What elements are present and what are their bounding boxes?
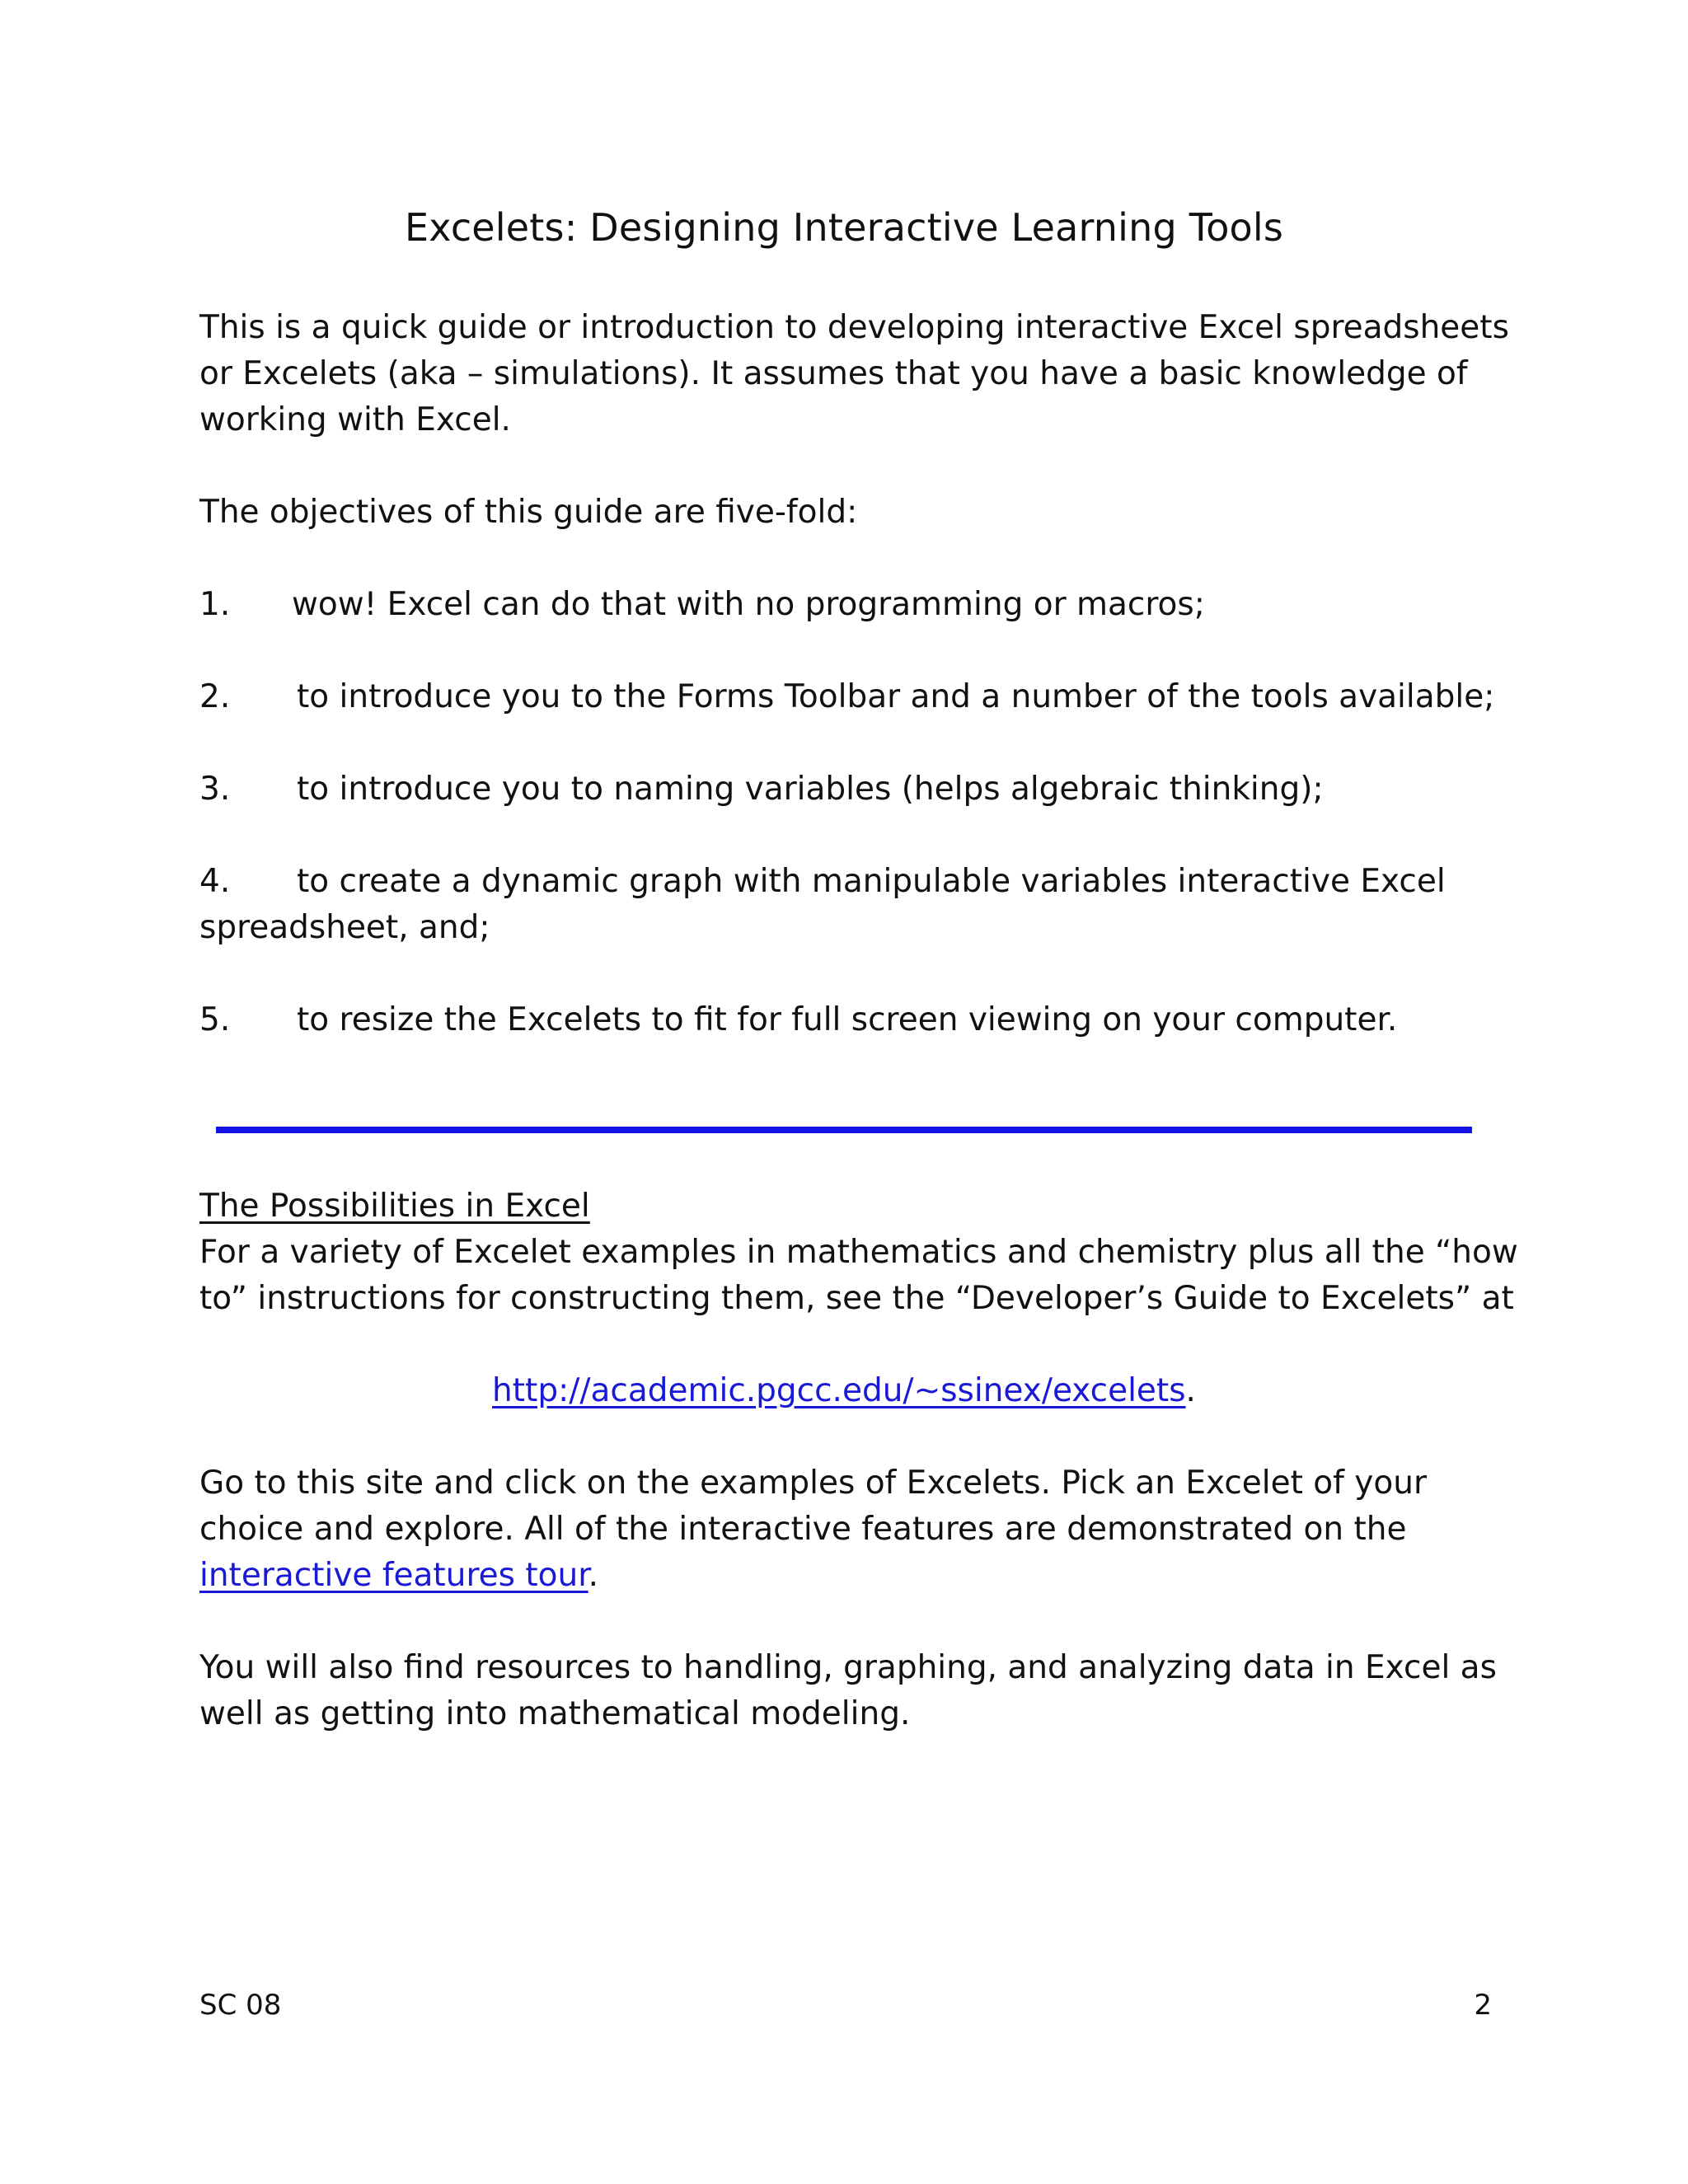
objective-text: to introduce you to naming variables (helps algebraic thinking); [297,771,1324,808]
tour-line [199,1553,1485,1599]
objectives-heading: The objectives of this guide are five-fold: [199,494,858,531]
document-title: Excelets: Designing Interactive Learning Tools [404,205,1284,250]
objective-item-2 [199,674,1495,720]
intro-line-3: working with Excel. [199,401,511,438]
objective-text: to introduce you to the Forms Toolbar and a number of the tools available; [297,678,1495,715]
objective-number: 3. [199,771,231,808]
page-number: 2 [1474,1989,1492,2022]
objective-item-1 [199,582,1485,628]
objective-item-5 [199,997,1485,1043]
possibilities-heading-text: The Possibilities in Excel [199,1188,590,1225]
intro-line-2: or Excelets (aka – simulations). It assumes that you have a basic knowledge of [199,355,1468,392]
possibilities-line-1: For a variety of Excelet examples in mathematics and chemistry plus all the “how [199,1234,1518,1271]
possibilities-heading [199,1183,1485,1230]
objective-item-4 [199,859,1485,905]
interactive-features-tour-link[interactable]: interactive features tour [199,1557,588,1594]
objective-text: to resize the Excelets to fit for full screen viewing on your computer. [297,1001,1398,1038]
footer-label: SC 08 [199,1989,282,2022]
objective-number: 5. [199,1001,231,1038]
excelets-url-line [0,1368,1688,1414]
section-divider [216,1127,1472,1133]
objective-number: 4. [199,863,231,900]
excelets-url-link[interactable]: http://academic.pgcc.edu/~ssinex/excelets [492,1372,1186,1409]
objective-item-4-continued: spreadsheet, and; [199,909,490,946]
objective-number: 2. [199,678,231,715]
objective-text: to create a dynamic graph with manipulable variables interactive Excel [297,863,1446,900]
possibilities-line-2: to” instructions for constructing them, see the “Developer’s Guide to Excelets” at [199,1280,1514,1317]
url-period: . [1185,1372,1196,1409]
resources-line-2: well as getting into mathematical modeling. [199,1695,911,1732]
go-line-2: choice and explore. All of the interactive features are demonstrated on the [199,1511,1407,1548]
objective-text: wow! Excel can do that with no programming or macros; [292,586,1205,623]
resources-line-1: You will also find resources to handling, graphing, and analyzing data in Excel as [199,1649,1497,1686]
intro-line-1: This is a quick guide or introduction to developing interactive Excel spreadsheets [199,309,1509,346]
tour-period: . [588,1557,599,1594]
objective-number: 1. [199,586,231,623]
objective-item-3 [199,766,1485,813]
go-line-1: Go to this site and click on the examples of Excelets. Pick an Excelet of your [199,1465,1427,1502]
